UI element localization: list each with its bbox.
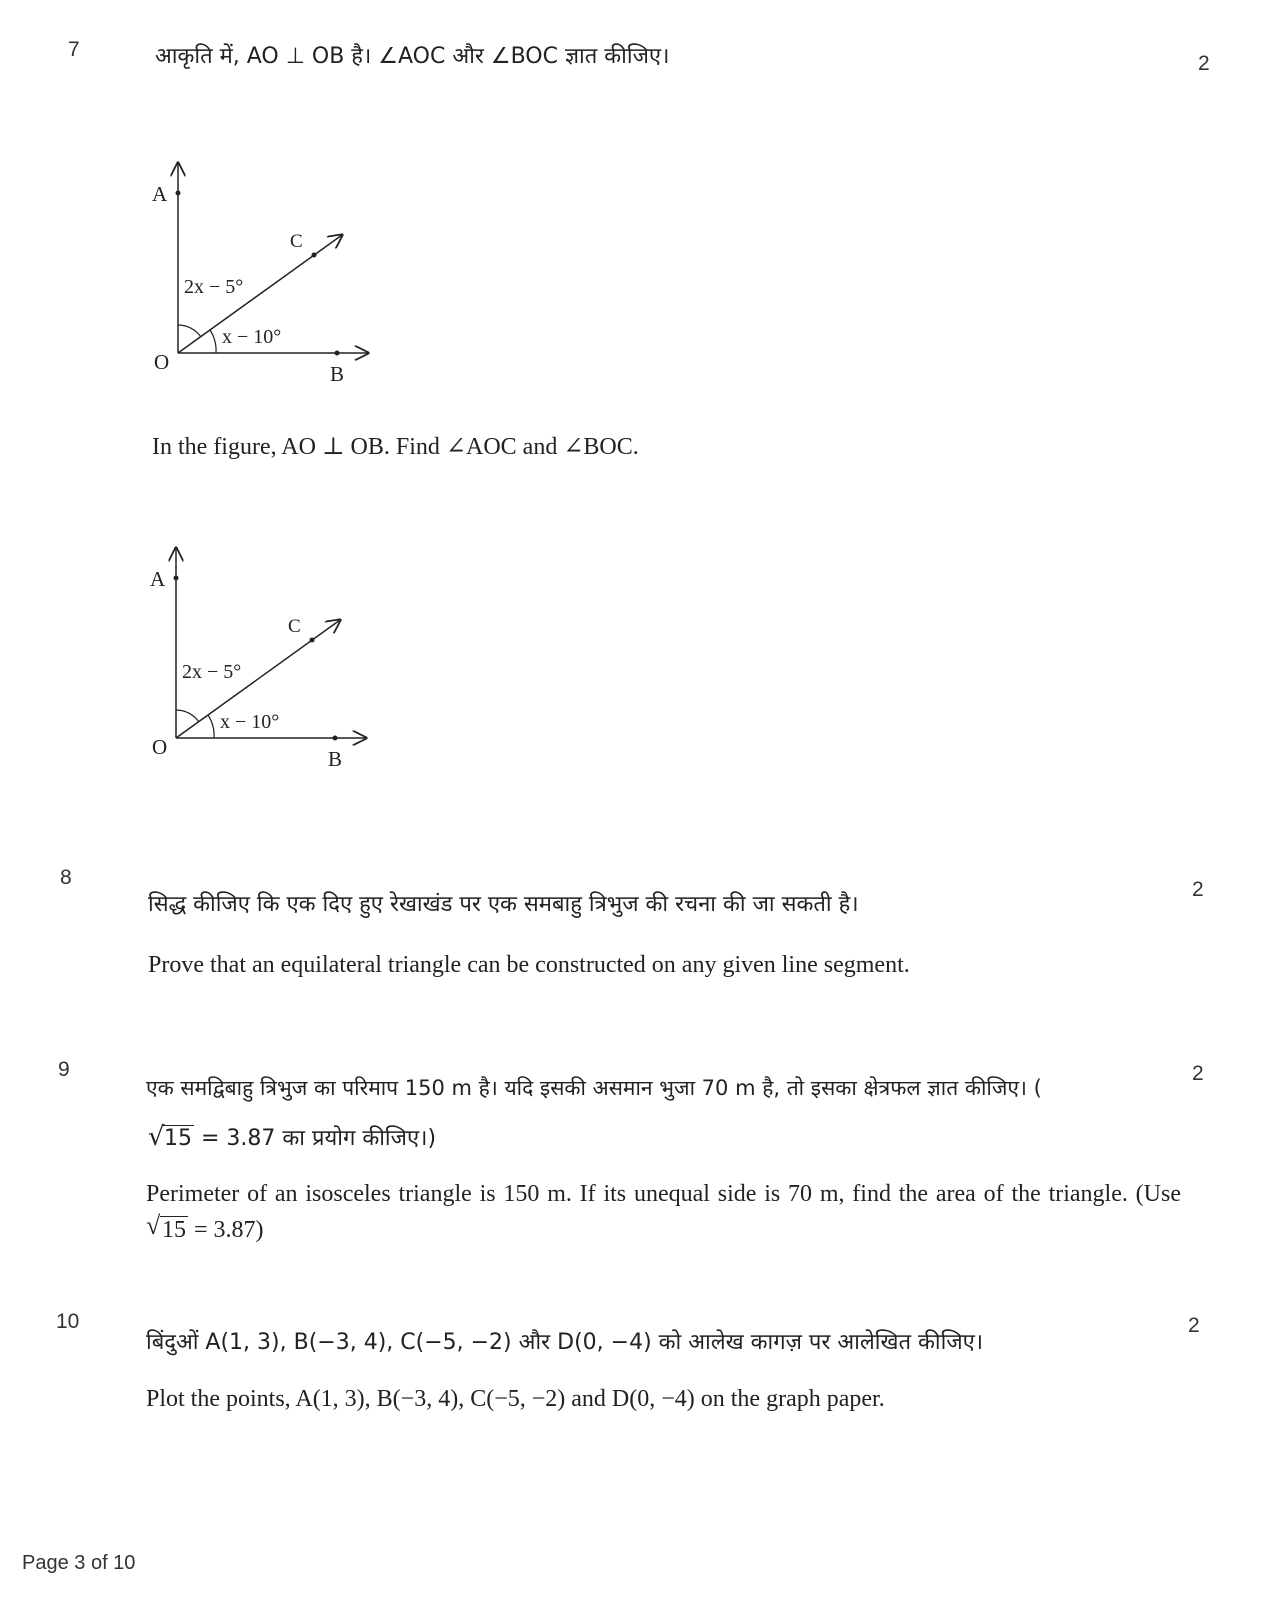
arc-aoc: [176, 710, 199, 722]
label-o: O: [154, 350, 170, 374]
label-b: B: [328, 747, 343, 771]
arc-boc: [210, 330, 216, 353]
question-7-marks: 2: [1198, 52, 1210, 75]
question-7-english: In the figure, AO ⊥ OB. Find ∠AOC and ∠BOC.: [152, 434, 639, 460]
point-a: [176, 191, 181, 196]
angle-boc-label: x − 10°: [222, 326, 282, 348]
question-number-8: 8: [60, 866, 72, 889]
label-a: A: [150, 567, 166, 591]
radicand: 15: [162, 1217, 186, 1243]
question-8-marks: 2: [1192, 878, 1204, 901]
question-9-hindi-line1: एक समद्विबाहु त्रिभुज का परिमाप 150 m है। यदि इसकी असमान भुजा 70 m है, तो इसका क्षेत्रफल ज्ञात कीजिए। (: [146, 1076, 1042, 1100]
label-a: A: [152, 182, 168, 206]
sqrt-expression: [146, 1212, 188, 1248]
angle-figure-english: [138, 540, 388, 780]
radical-sign: √: [146, 1211, 161, 1240]
label-c: C: [288, 616, 301, 637]
question-number-7: 7: [68, 38, 80, 61]
point-b: [333, 736, 338, 741]
question-7-hindi: आकृति में, AO ⊥ OB है। ∠AOC और ∠BOC ज्ञात कीजिए।: [155, 44, 670, 69]
question-10-hindi: बिंदुओं A(1, 3), B(−3, 4), C(−5, −2) और D(0, −4) को आलेख कागज़ पर आलेखित कीजिए।: [146, 1330, 984, 1355]
sqrt-expression: [148, 1122, 194, 1152]
radicand: 15: [164, 1126, 192, 1151]
point-b: [335, 351, 340, 356]
question-8-hindi: सिद्ध कीजिए कि एक दिए हुए रेखाखंड पर एक समबाहु त्रिभुज की रचना की जा सकती है।: [148, 892, 859, 917]
question-9-english-part2: = 3.87): [188, 1217, 264, 1243]
page-footer: Page 3 of 10: [22, 1552, 136, 1574]
angle-aoc-label: 2x − 5°: [182, 661, 242, 683]
label-o: O: [152, 735, 168, 759]
question-9-english-part1: Perimeter of an isosceles triangle is 150 m. If its unequal side is 70 m, find the area of the triangle. (Use: [146, 1181, 1181, 1207]
question-9-hindi-line2: [148, 1122, 436, 1152]
question-9-english: [146, 1176, 1181, 1248]
angle-figure-hindi: [140, 155, 390, 395]
arc-boc: [208, 715, 214, 738]
angle-boc-label: x − 10°: [220, 711, 280, 733]
question-number-10: 10: [56, 1310, 80, 1333]
label-b: B: [330, 362, 345, 386]
question-number-9: 9: [58, 1058, 70, 1081]
question-9-marks: 2: [1192, 1062, 1204, 1085]
question-8-english: Prove that an equilateral triangle can be constructed on any given line segment.: [148, 952, 910, 978]
radical-sign: √: [148, 1122, 165, 1152]
label-c: C: [290, 231, 303, 252]
question-10-marks: 2: [1188, 1314, 1200, 1337]
arc-aoc: [178, 325, 201, 337]
angle-aoc-label: 2x − 5°: [184, 276, 244, 298]
point-a: [174, 576, 179, 581]
point-c: [312, 253, 317, 258]
point-c: [310, 638, 315, 643]
question-10-english: Plot the points, A(1, 3), B(−3, 4), C(−5, −2) and D(0, −4) on the graph paper.: [146, 1386, 885, 1412]
question-9-hindi-rest: = 3.87 का प्रयोग कीजिए।): [194, 1126, 437, 1151]
